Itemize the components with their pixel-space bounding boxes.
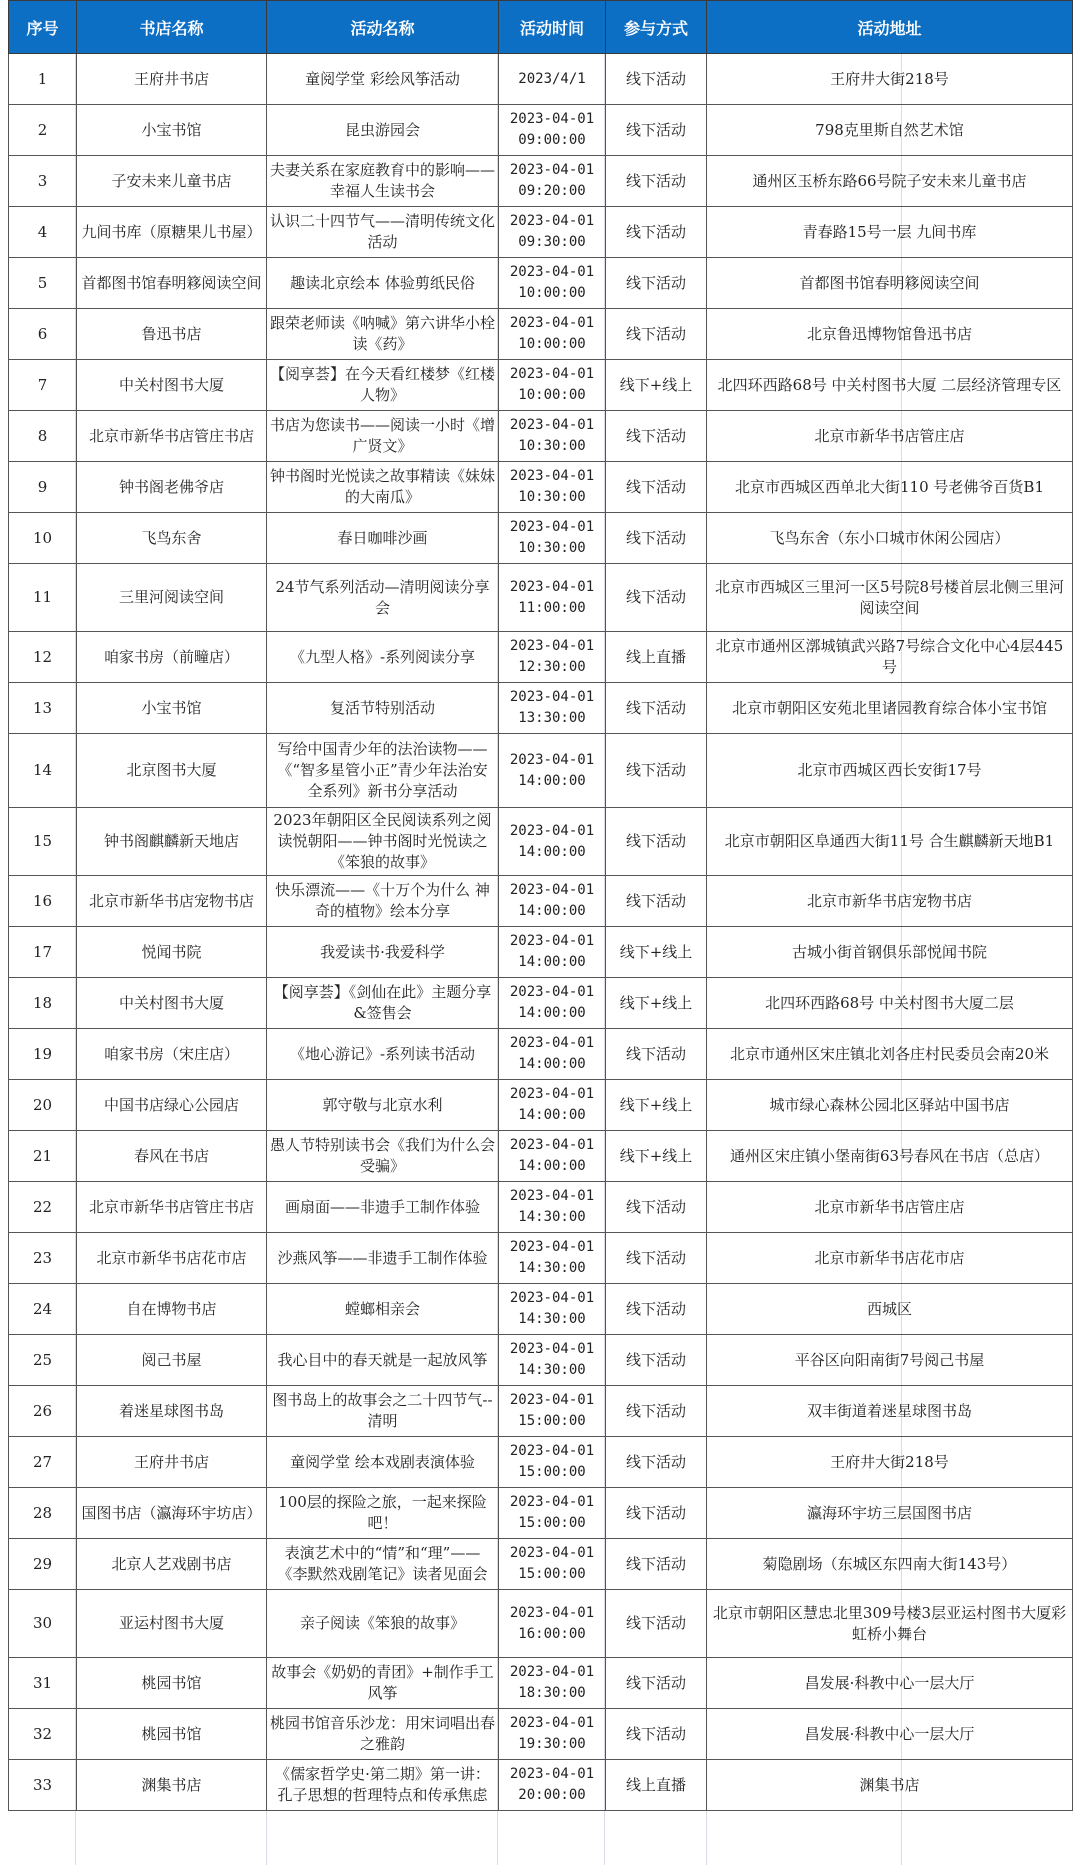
table-row bbox=[9, 1233, 1073, 1284]
cell-participation-mode: 线下活动 bbox=[606, 258, 707, 309]
cell-index: 12 bbox=[9, 632, 77, 683]
cell-participation-mode: 线上直播 bbox=[606, 1760, 707, 1811]
table-row bbox=[9, 513, 1073, 564]
cell-store-name: 小宝书馆 bbox=[77, 683, 267, 734]
cell-activity-time: 2023-04-01 14:00:00 bbox=[499, 978, 606, 1029]
table-row bbox=[9, 876, 1073, 927]
cell-store-name: 中关村图书大厦 bbox=[77, 978, 267, 1029]
cell-activity-time: 2023-04-01 14:00:00 bbox=[499, 734, 606, 808]
cell-activity-time: 2023-04-01 15:00:00 bbox=[499, 1539, 606, 1590]
cell-participation-mode: 线下活动 bbox=[606, 683, 707, 734]
cell-activity-time: 2023-04-01 15:00:00 bbox=[499, 1488, 606, 1539]
table-row bbox=[9, 1029, 1073, 1080]
cell-store-name: 鲁迅书店 bbox=[77, 309, 267, 360]
cell-participation-mode: 线下活动 bbox=[606, 1233, 707, 1284]
cell-index: 27 bbox=[9, 1437, 77, 1488]
activity-table-container bbox=[8, 0, 1072, 1811]
cell-store-name: 自在博物书店 bbox=[77, 1284, 267, 1335]
cell-activity-address: 双丰街道着迷星球图书岛 bbox=[707, 1386, 1073, 1437]
table-row bbox=[9, 683, 1073, 734]
cell-activity-name: 桃园书馆音乐沙龙：用宋词唱出春之雅韵 bbox=[267, 1709, 499, 1760]
cell-index: 32 bbox=[9, 1709, 77, 1760]
cell-store-name: 咱家书房（前疃店） bbox=[77, 632, 267, 683]
cell-activity-address: 北京市朝阳区安苑北里诸园教育综合体小宝书馆 bbox=[707, 683, 1073, 734]
cell-store-name: 首都图书馆春明簃阅读空间 bbox=[77, 258, 267, 309]
cell-index: 26 bbox=[9, 1386, 77, 1437]
cell-index: 33 bbox=[9, 1760, 77, 1811]
cell-participation-mode: 线下+线上 bbox=[606, 1131, 707, 1182]
cell-activity-time: 2023-04-01 14:00:00 bbox=[499, 808, 606, 876]
table-row bbox=[9, 632, 1073, 683]
cell-index: 31 bbox=[9, 1658, 77, 1709]
cell-store-name: 子安未来儿童书店 bbox=[77, 156, 267, 207]
table-row bbox=[9, 54, 1073, 105]
cell-activity-name: 趣读北京绘本 体验剪纸民俗 bbox=[267, 258, 499, 309]
cell-activity-address: 北京市西城区西单北大街110 号老佛爷百货B1 bbox=[707, 462, 1073, 513]
cell-activity-time: 2023-04-01 18:30:00 bbox=[499, 1658, 606, 1709]
cell-participation-mode: 线下活动 bbox=[606, 54, 707, 105]
table-row bbox=[9, 156, 1073, 207]
cell-activity-name: 24节气系列活动—清明阅读分享会 bbox=[267, 564, 499, 632]
cell-activity-name: 复活节特别活动 bbox=[267, 683, 499, 734]
cell-participation-mode: 线下活动 bbox=[606, 411, 707, 462]
cell-store-name: 咱家书房（宋庄店） bbox=[77, 1029, 267, 1080]
cell-participation-mode: 线上直播 bbox=[606, 632, 707, 683]
cell-activity-name: 春日咖啡沙画 bbox=[267, 513, 499, 564]
cell-activity-name: 100层的探险之旅，一起来探险吧！ bbox=[267, 1488, 499, 1539]
cell-store-name: 桃园书馆 bbox=[77, 1709, 267, 1760]
cell-store-name: 着迷星球图书岛 bbox=[77, 1386, 267, 1437]
cell-participation-mode: 线下活动 bbox=[606, 1590, 707, 1658]
cell-store-name: 悦闻书院 bbox=[77, 927, 267, 978]
cell-activity-name: 郭守敬与北京水利 bbox=[267, 1080, 499, 1131]
cell-activity-address: 昌发展·科教中心一层大厅 bbox=[707, 1658, 1073, 1709]
cell-activity-name: 愚人节特别读书会《我们为什么会受骗》 bbox=[267, 1131, 499, 1182]
cell-participation-mode: 线下活动 bbox=[606, 462, 707, 513]
cell-activity-time: 2023-04-01 10:30:00 bbox=[499, 513, 606, 564]
cell-store-name: 小宝书馆 bbox=[77, 105, 267, 156]
cell-activity-address: 北京市新华书店宠物书店 bbox=[707, 876, 1073, 927]
cell-store-name: 国图书店（瀛海环宇坊店） bbox=[77, 1488, 267, 1539]
cell-index: 23 bbox=[9, 1233, 77, 1284]
cell-index: 3 bbox=[9, 156, 77, 207]
cell-index: 30 bbox=[9, 1590, 77, 1658]
cell-participation-mode: 线下活动 bbox=[606, 156, 707, 207]
cell-activity-time: 2023-04-01 15:00:00 bbox=[499, 1437, 606, 1488]
cell-index: 21 bbox=[9, 1131, 77, 1182]
cell-participation-mode: 线下活动 bbox=[606, 1386, 707, 1437]
header-activity-time: 活动时间 bbox=[499, 1, 606, 54]
cell-activity-name: 《儒家哲学史·第二期》第一讲：孔子思想的哲理特点和传承焦虑 bbox=[267, 1760, 499, 1811]
table-row bbox=[9, 1386, 1073, 1437]
cell-activity-time: 2023-04-01 10:30:00 bbox=[499, 462, 606, 513]
cell-participation-mode: 线下活动 bbox=[606, 734, 707, 808]
cell-participation-mode: 线下活动 bbox=[606, 1029, 707, 1080]
cell-activity-time: 2023-04-01 14:00:00 bbox=[499, 876, 606, 927]
table-row bbox=[9, 1760, 1073, 1811]
cell-activity-address: 北京市朝阳区慧忠北里309号楼3层亚运村图书大厦彩虹桥小舞台 bbox=[707, 1590, 1073, 1658]
table-row bbox=[9, 1488, 1073, 1539]
cell-index: 25 bbox=[9, 1335, 77, 1386]
cell-activity-address: 首都图书馆春明簃阅读空间 bbox=[707, 258, 1073, 309]
cell-index: 20 bbox=[9, 1080, 77, 1131]
table-row bbox=[9, 808, 1073, 876]
cell-activity-address: 北京鲁迅博物馆鲁迅书店 bbox=[707, 309, 1073, 360]
cell-participation-mode: 线下活动 bbox=[606, 1539, 707, 1590]
cell-activity-name: 钟书阁时光悦读之故事精读《妹妹的大南瓜》 bbox=[267, 462, 499, 513]
cell-activity-time: 2023-04-01 11:00:00 bbox=[499, 564, 606, 632]
cell-activity-address: 王府井大街218号 bbox=[707, 54, 1073, 105]
cell-activity-address: 古城小街首钢俱乐部悦闻书院 bbox=[707, 927, 1073, 978]
cell-participation-mode: 线下活动 bbox=[606, 1437, 707, 1488]
cell-activity-name: 【阅享荟】在今天看红楼梦《红楼人物》 bbox=[267, 360, 499, 411]
cell-activity-time: 2023-04-01 10:00:00 bbox=[499, 309, 606, 360]
cell-participation-mode: 线下活动 bbox=[606, 1284, 707, 1335]
cell-index: 6 bbox=[9, 309, 77, 360]
cell-activity-address: 城市绿心森林公园北区驿站中国书店 bbox=[707, 1080, 1073, 1131]
cell-store-name: 中关村图书大厦 bbox=[77, 360, 267, 411]
header-activity-name: 活动名称 bbox=[267, 1, 499, 54]
cell-activity-time: 2023-04-01 14:30:00 bbox=[499, 1233, 606, 1284]
cell-activity-address: 王府井大街218号 bbox=[707, 1437, 1073, 1488]
cell-activity-name: 故事会《奶奶的青团》+制作手工风筝 bbox=[267, 1658, 499, 1709]
cell-index: 8 bbox=[9, 411, 77, 462]
cell-participation-mode: 线下活动 bbox=[606, 808, 707, 876]
table-row bbox=[9, 309, 1073, 360]
cell-participation-mode: 线下+线上 bbox=[606, 927, 707, 978]
cell-activity-name: 沙燕风筝——非遗手工制作体验 bbox=[267, 1233, 499, 1284]
cell-index: 15 bbox=[9, 808, 77, 876]
cell-activity-name: 跟荣老师读《呐喊》第六讲华小栓读《药》 bbox=[267, 309, 499, 360]
cell-participation-mode: 线下+线上 bbox=[606, 360, 707, 411]
cell-index: 24 bbox=[9, 1284, 77, 1335]
header-activity-address: 活动地址 bbox=[707, 1, 1073, 54]
cell-index: 29 bbox=[9, 1539, 77, 1590]
cell-activity-name: 书店为您读书——阅读一小时《增广贤文》 bbox=[267, 411, 499, 462]
cell-activity-time: 2023-04-01 20:00:00 bbox=[499, 1760, 606, 1811]
cell-store-name: 中国书店绿心公园店 bbox=[77, 1080, 267, 1131]
table-row bbox=[9, 105, 1073, 156]
header-store-name: 书店名称 bbox=[77, 1, 267, 54]
cell-store-name: 亚运村图书大厦 bbox=[77, 1590, 267, 1658]
cell-participation-mode: 线下活动 bbox=[606, 1335, 707, 1386]
table-row bbox=[9, 564, 1073, 632]
table-row bbox=[9, 1131, 1073, 1182]
cell-activity-name: 童阅学堂 彩绘风筝活动 bbox=[267, 54, 499, 105]
cell-store-name: 阅己书屋 bbox=[77, 1335, 267, 1386]
cell-activity-time: 2023-04-01 14:00:00 bbox=[499, 1080, 606, 1131]
cell-activity-address: 青春路15号一层 九间书库 bbox=[707, 207, 1073, 258]
cell-activity-time: 2023-04-01 14:00:00 bbox=[499, 1029, 606, 1080]
cell-store-name: 北京市新华书店花市店 bbox=[77, 1233, 267, 1284]
cell-participation-mode: 线下活动 bbox=[606, 309, 707, 360]
cell-activity-address: 西城区 bbox=[707, 1284, 1073, 1335]
cell-index: 9 bbox=[9, 462, 77, 513]
cell-index: 5 bbox=[9, 258, 77, 309]
cell-store-name: 三里河阅读空间 bbox=[77, 564, 267, 632]
header-participation-mode: 参与方式 bbox=[606, 1, 707, 54]
cell-activity-time: 2023-04-01 10:30:00 bbox=[499, 411, 606, 462]
cell-activity-name: 童阅学堂 绘本戏剧表演体验 bbox=[267, 1437, 499, 1488]
cell-activity-address: 北京市朝阳区阜通西大街11号 合生麒麟新天地B1 bbox=[707, 808, 1073, 876]
cell-activity-name: 螳螂相亲会 bbox=[267, 1284, 499, 1335]
cell-activity-name: 图书岛上的故事会之二十四节气--清明 bbox=[267, 1386, 499, 1437]
cell-activity-name: 亲子阅读《笨狼的故事》 bbox=[267, 1590, 499, 1658]
cell-participation-mode: 线下+线上 bbox=[606, 978, 707, 1029]
cell-activity-address: 平谷区向阳南街7号阅己书屋 bbox=[707, 1335, 1073, 1386]
cell-participation-mode: 线下活动 bbox=[606, 1182, 707, 1233]
table-row bbox=[9, 1284, 1073, 1335]
table-row bbox=[9, 1658, 1073, 1709]
cell-activity-address: 渊集书店 bbox=[707, 1760, 1073, 1811]
cell-activity-time: 2023-04-01 10:00:00 bbox=[499, 360, 606, 411]
table-row bbox=[9, 462, 1073, 513]
cell-activity-name: 我心目中的春天就是一起放风筝 bbox=[267, 1335, 499, 1386]
cell-index: 16 bbox=[9, 876, 77, 927]
cell-activity-name: 《九型人格》-系列阅读分享 bbox=[267, 632, 499, 683]
cell-activity-time: 2023-04-01 14:30:00 bbox=[499, 1182, 606, 1233]
cell-index: 18 bbox=[9, 978, 77, 1029]
activity-table bbox=[8, 0, 1073, 1811]
cell-activity-address: 北京市通州区宋庄镇北刘各庄村民委员会南20米 bbox=[707, 1029, 1073, 1080]
cell-index: 2 bbox=[9, 105, 77, 156]
cell-index: 7 bbox=[9, 360, 77, 411]
cell-store-name: 北京人艺戏剧书店 bbox=[77, 1539, 267, 1590]
cell-activity-address: 昌发展·科教中心一层大厅 bbox=[707, 1709, 1073, 1760]
cell-activity-time: 2023-04-01 14:00:00 bbox=[499, 1131, 606, 1182]
cell-activity-address: 北京市西城区西长安街17号 bbox=[707, 734, 1073, 808]
table-row bbox=[9, 1539, 1073, 1590]
cell-activity-time: 2023-04-01 09:00:00 bbox=[499, 105, 606, 156]
cell-participation-mode: 线下活动 bbox=[606, 105, 707, 156]
cell-participation-mode: 线下活动 bbox=[606, 1488, 707, 1539]
cell-activity-time: 2023-04-01 15:00:00 bbox=[499, 1386, 606, 1437]
cell-store-name: 王府井书店 bbox=[77, 54, 267, 105]
cell-activity-name: 认识二十四节气——清明传统文化活动 bbox=[267, 207, 499, 258]
cell-store-name: 北京市新华书店管庄书店 bbox=[77, 411, 267, 462]
cell-activity-time: 2023-04-01 12:30:00 bbox=[499, 632, 606, 683]
cell-activity-name: 快乐漂流——《十万个为什么 神奇的植物》绘本分享 bbox=[267, 876, 499, 927]
table-row bbox=[9, 1590, 1073, 1658]
cell-store-name: 钟书阁麒麟新天地店 bbox=[77, 808, 267, 876]
cell-activity-time: 2023-04-01 16:00:00 bbox=[499, 1590, 606, 1658]
cell-store-name: 九间书库（原糖果儿书屋） bbox=[77, 207, 267, 258]
cell-store-name: 王府井书店 bbox=[77, 1437, 267, 1488]
cell-activity-time: 2023-04-01 14:30:00 bbox=[499, 1284, 606, 1335]
table-row bbox=[9, 978, 1073, 1029]
table-row bbox=[9, 258, 1073, 309]
cell-store-name: 渊集书店 bbox=[77, 1760, 267, 1811]
cell-activity-address: 通州区宋庄镇小堡南街63号春风在书店（总店） bbox=[707, 1131, 1073, 1182]
table-row bbox=[9, 1080, 1073, 1131]
cell-index: 14 bbox=[9, 734, 77, 808]
cell-activity-time: 2023-04-01 14:00:00 bbox=[499, 927, 606, 978]
cell-participation-mode: 线下活动 bbox=[606, 1709, 707, 1760]
cell-activity-time: 2023-04-01 14:30:00 bbox=[499, 1335, 606, 1386]
cell-activity-address: 菊隐剧场（东城区东四南大街143号） bbox=[707, 1539, 1073, 1590]
cell-activity-name: 表演艺术中的“情”和“理”——《李默然戏剧笔记》读者见面会 bbox=[267, 1539, 499, 1590]
cell-participation-mode: 线下活动 bbox=[606, 207, 707, 258]
cell-participation-mode: 线下活动 bbox=[606, 876, 707, 927]
cell-activity-name: 我爱读书·我爱科学 bbox=[267, 927, 499, 978]
cell-participation-mode: 线下活动 bbox=[606, 1658, 707, 1709]
table-body bbox=[9, 54, 1073, 1811]
cell-index: 22 bbox=[9, 1182, 77, 1233]
cell-index: 1 bbox=[9, 54, 77, 105]
table-row bbox=[9, 734, 1073, 808]
cell-participation-mode: 线下活动 bbox=[606, 513, 707, 564]
cell-store-name: 北京市新华书店宠物书店 bbox=[77, 876, 267, 927]
cell-index: 13 bbox=[9, 683, 77, 734]
cell-store-name: 钟书阁老佛爷店 bbox=[77, 462, 267, 513]
table-row bbox=[9, 360, 1073, 411]
cell-activity-time: 2023-04-01 09:20:00 bbox=[499, 156, 606, 207]
cell-index: 17 bbox=[9, 927, 77, 978]
cell-activity-name: 昆虫游园会 bbox=[267, 105, 499, 156]
cell-activity-address: 飞鸟东舍（东小口城市休闲公园店） bbox=[707, 513, 1073, 564]
cell-activity-name: 夫妻关系在家庭教育中的影响——幸福人生读书会 bbox=[267, 156, 499, 207]
table-header-row bbox=[9, 1, 1073, 54]
cell-activity-address: 北四环西路68号 中关村图书大厦二层 bbox=[707, 978, 1073, 1029]
cell-store-name: 春风在书店 bbox=[77, 1131, 267, 1182]
cell-store-name: 桃园书馆 bbox=[77, 1658, 267, 1709]
cell-participation-mode: 线下活动 bbox=[606, 564, 707, 632]
cell-store-name: 北京图书大厦 bbox=[77, 734, 267, 808]
cell-store-name: 北京市新华书店管庄书店 bbox=[77, 1182, 267, 1233]
header-index: 序号 bbox=[9, 1, 77, 54]
cell-activity-name: 写给中国青少年的法治读物——《“智多星管小正”青少年法治安全系列》新书分享活动 bbox=[267, 734, 499, 808]
cell-activity-name: 画扇面——非遗手工制作体验 bbox=[267, 1182, 499, 1233]
cell-activity-address: 瀛海环宇坊三层国图书店 bbox=[707, 1488, 1073, 1539]
cell-activity-address: 北京市新华书店管庄店 bbox=[707, 411, 1073, 462]
table-row bbox=[9, 207, 1073, 258]
table-row bbox=[9, 1437, 1073, 1488]
cell-activity-name: 《地心游记》-系列读书活动 bbox=[267, 1029, 499, 1080]
cell-activity-address: 通州区玉桥东路66号院子安未来儿童书店 bbox=[707, 156, 1073, 207]
cell-activity-time: 2023-04-01 09:30:00 bbox=[499, 207, 606, 258]
table-row bbox=[9, 411, 1073, 462]
cell-activity-time: 2023-04-01 13:30:00 bbox=[499, 683, 606, 734]
cell-index: 4 bbox=[9, 207, 77, 258]
cell-activity-address: 798克里斯自然艺术馆 bbox=[707, 105, 1073, 156]
cell-index: 19 bbox=[9, 1029, 77, 1080]
cell-activity-time: 2023/4/1 bbox=[499, 54, 606, 105]
table-row bbox=[9, 1335, 1073, 1386]
table-row bbox=[9, 1182, 1073, 1233]
cell-store-name: 飞鸟东舍 bbox=[77, 513, 267, 564]
cell-activity-name: 【阅享荟】《剑仙在此》主题分享&签售会 bbox=[267, 978, 499, 1029]
cell-activity-address: 北京市通州区漷城镇武兴路7号综合文化中心4层445号 bbox=[707, 632, 1073, 683]
cell-activity-address: 北四环西路68号 中关村图书大厦 二层经济管理专区 bbox=[707, 360, 1073, 411]
table-row bbox=[9, 927, 1073, 978]
cell-activity-name: 2023年朝阳区全民阅读系列之阅读悦朝阳——钟书阁时光悦读之《笨狼的故事》 bbox=[267, 808, 499, 876]
cell-activity-address: 北京市西城区三里河一区5号院8号楼首层北侧三里河阅读空间 bbox=[707, 564, 1073, 632]
cell-participation-mode: 线下+线上 bbox=[606, 1080, 707, 1131]
cell-activity-time: 2023-04-01 19:30:00 bbox=[499, 1709, 606, 1760]
cell-activity-time: 2023-04-01 10:00:00 bbox=[499, 258, 606, 309]
cell-index: 10 bbox=[9, 513, 77, 564]
cell-activity-address: 北京市新华书店管庄店 bbox=[707, 1182, 1073, 1233]
cell-index: 11 bbox=[9, 564, 77, 632]
cell-index: 28 bbox=[9, 1488, 77, 1539]
table-row bbox=[9, 1709, 1073, 1760]
cell-activity-address: 北京市新华书店花市店 bbox=[707, 1233, 1073, 1284]
